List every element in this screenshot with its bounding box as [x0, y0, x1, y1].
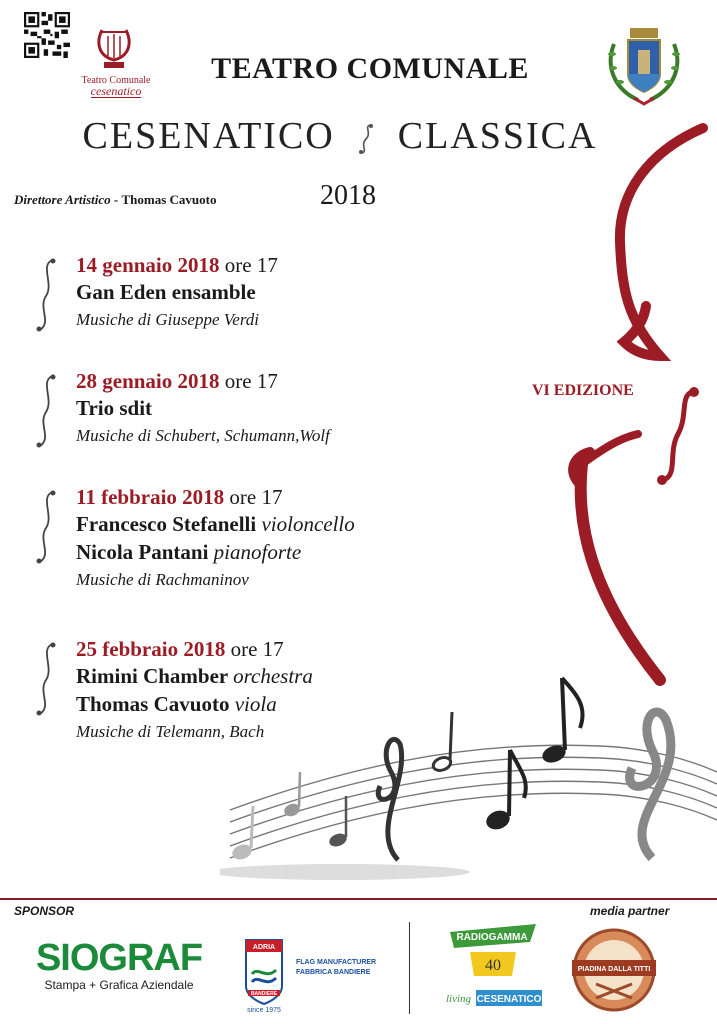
event-time: ore 17 [224, 369, 278, 393]
event-time: ore 17 [229, 485, 283, 509]
performer-role: viola [234, 692, 277, 716]
adria-since: since 1975 [247, 1007, 281, 1014]
performer-name: Thomas Cavuoto [76, 692, 230, 716]
sponsor-media-divider [409, 922, 410, 1014]
violin-outline-decoration [560, 120, 717, 690]
piadina-name: PIADINA DALLA TITTI [577, 966, 651, 973]
siograf-tagline: Stampa + Grafica Aziendale [44, 978, 194, 992]
media-partner-label: media partner [590, 904, 670, 918]
performer-role: violoncello [261, 512, 355, 536]
event-date-line [76, 368, 452, 394]
event-2 [32, 368, 452, 450]
f-hole-icon [32, 372, 60, 450]
event-time: ore 17 [230, 637, 284, 661]
performer-line [76, 538, 452, 566]
performer-name: Gan Eden ensamble [76, 280, 256, 304]
performer-name: Rimini Chamber [76, 664, 228, 688]
siograf-name: SIOGRAF [35, 937, 203, 979]
qr-code-icon [24, 12, 70, 58]
festival-name-left: CESENATICO [82, 115, 335, 157]
piadina-dalla-titti-logo-icon [566, 926, 662, 1014]
radio-name: RADIOGAMMA [456, 932, 528, 943]
siograf-logo [30, 938, 208, 992]
adria-caption [296, 958, 376, 978]
event-time: ore 17 [224, 253, 278, 277]
event-date-line [76, 484, 452, 510]
season-year: 2018 [320, 180, 376, 211]
radio-years: 40 [485, 957, 501, 974]
living-label: living [446, 993, 472, 1005]
footer-divider [0, 898, 717, 900]
performer-role: pianoforte [213, 540, 302, 564]
event-program: Musiche di Schubert, Schumann,Wolf [76, 426, 330, 445]
adria-bandiere-logo-icon [236, 930, 292, 1014]
adria-name: ADRIA [252, 944, 276, 951]
performer-line [76, 510, 452, 538]
event-program: Musiche di Giuseppe Verdi [76, 310, 260, 329]
page-title: TEATRO COMUNALE [211, 52, 529, 85]
f-hole-icon [32, 488, 60, 566]
director-label: Direttore Artistico - [14, 192, 119, 207]
adria-bandiere: BANDIERE [250, 991, 278, 997]
theatre-logo-caption [78, 75, 154, 98]
performer-line [76, 278, 452, 306]
event-date: 14 gennaio 2018 [76, 253, 220, 277]
lyre-logo-icon [92, 26, 136, 74]
event-date: 28 gennaio 2018 [76, 369, 220, 393]
theatre-logo-line2: cesenatico [90, 84, 142, 98]
theatre-logo-line1: Teatro Comunale [81, 75, 151, 86]
adria-caption-line2: FABBRICA BANDIERE [296, 969, 371, 976]
festival-name [60, 114, 620, 158]
event-program: Musiche di Rachmaninov [76, 570, 249, 589]
performer-line [76, 394, 452, 422]
sponsor-label: SPONSOR [14, 904, 75, 918]
event-date-line [76, 636, 452, 662]
living-city: CESENATICO [476, 994, 542, 1005]
event-program: Musiche di Telemann, Bach [76, 722, 265, 741]
festival-name-right: CLASSICA [397, 115, 598, 157]
performer-role: orchestra [233, 664, 313, 688]
edition-badge: VI EDIZIONE [532, 382, 634, 399]
director-name: Thomas Cavuoto [121, 192, 217, 207]
radiogamma-logo-icon [440, 918, 546, 1014]
event-date: 25 febbraio 2018 [76, 637, 226, 661]
event-3 [32, 484, 452, 594]
f-hole-icon [32, 256, 60, 334]
performer-name: Trio sdit [76, 396, 153, 420]
event-date-line [76, 252, 452, 278]
f-hole-icon [346, 121, 386, 157]
artistic-director [14, 192, 217, 208]
event-date: 11 febbraio 2018 [76, 485, 225, 509]
performer-name: Nicola Pantani [76, 540, 209, 564]
municipal-crest-icon [604, 24, 684, 110]
performer-name: Francesco Stefanelli [76, 512, 257, 536]
adria-caption-line1: FLAG MANUFACTURER [296, 959, 377, 966]
music-staff-decoration [220, 660, 717, 890]
event-1 [32, 252, 452, 334]
f-hole-icon [32, 640, 60, 718]
